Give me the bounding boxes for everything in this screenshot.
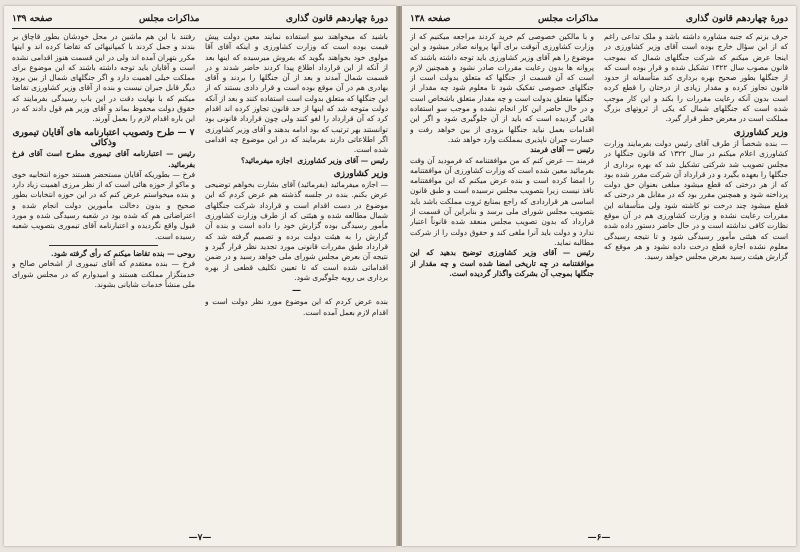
right-column [604, 32, 788, 530]
paragraph: باشید که میخواهند سو استفاده نمایند معین دولت پیش قیمت بوده است که وزارت کشاورزی و اینکه آقای آقا مولوی خود بخواهند بگوید که بفروش میرسیده که اینها بعد از آنکه از این قرارداد اطلاع پیدا کردند حاضر شدند و در قسمت شمال آمدند و بعد از آن جنگلها را بردند و آقای بهادری هم در آن موقع بوده است و قرار دادی بستند که از این جنگلها که متعلق بدولت است استفاده کنند و بعد از آنکه دولت متوجه شد که اینها از حد قانون تجاوز کرده اند اقدام کرد که آن قرارداد را لغو کنند ولی چون قرارداد قانونی بود توانستند بهر ترتیب که بود ادامه بدهند و آقای وزیر کشاورزی اگر اطلاعاتی دارند بفرمایند که در این موضوع چه اقدامی شده است. [205, 32, 388, 155]
paragraph: و با مالکین خصوصی کم خرید کردند مراجعه میکنیم که از وزارت کشاورزی آنوقت برای آنها پروانه صادر میشود و این موضوع را هم آقای وزیر کشاورزی باید توجه داشته باشند که پروانه ها بدون رعایت مقررات صادر نشود و همچنین لازم است که آن قسمت از جنگلها که متعلق بدولت است از جنگلهای خصوصی تفکیک شود تا معلوم شود چه مقدار از جنگلها متعلق بدولت است و چه مقدار متعلق باشخاص است و در حال حاضر این کار انجام نشده و موجب سو استفاده هائی گردیده است که باید از آن جلوگیری شود و اگر این اقدامات بعمل نیاید جنگلها بزودی از بین خواهد رفت و خسارت جبران ناپذیری بمملکت وارد خواهد شد. [410, 32, 594, 144]
separator: — [292, 286, 301, 297]
header-page-label: صفحه ۱۳۹ [12, 14, 53, 24]
page-number: —۷— [188, 533, 212, 543]
speaker-line: رئیس — اعتبارنامه آقای تیموری مطرح است آقای فرخ بفرمائید. [12, 149, 195, 169]
paragraph: فرمند — عرض کنم که من موافقتنامه که فرمودید آن وقت بفرمائید معین شده است که وزارت کشاورزی آن موافقتنامه را امضا کرده است و بنده عرض میکنم که این موافقتنامه نافذ نیست زیرا بتصویب مجلس نرسیده است و طبق قانون اساسی هر قراردادی که راجع بمنابع ثروت مملکت باشد باید بتصویب مجلس شورای ملی برسد و بنابراین آن قسمت از قرارداد که بدون تصویب مجلس منعقد شده قانوناً اعتبار ندارد و دولت باید آنرا ملغی کند و حقوق دولت را از شرکت مطالبه نماید. [410, 155, 594, 247]
left-column [12, 32, 195, 530]
page-header [12, 12, 388, 26]
header-center: مذاکرات مجلس [138, 14, 200, 24]
left-page [4, 6, 396, 546]
page-number: —۶— [587, 533, 611, 543]
right-column [205, 32, 388, 530]
section-heading: ۷ — طرح وتصویب اعتبارنامه های آقایان تیموری وذکائی [12, 127, 195, 148]
paragraph: — بنده شخصاً از طرف آقای رئیس دولت بفرمایند وزارت کشاورزی اعلام میکنم در سال ۱۳۲۲ که قانون جنگلها در مجلس تصویب شد شرکتی تشکیل شد که بهره برداری از جنگلها را بعهده بگیرد و در قرارداد آن شرکت مقرر شده بود که از هر درختی که قطع میشود مبلغی بعنوان حق دولت پرداخته شود و همچنین مقرر بود که در مقابل هر درختی که قطع میشود چند درخت نو کاشته شود ولی متأسفانه این مقررات رعایت نشده و وزارت کشاورزی هم در آن موقع نظارت کافی نداشته است و در حال حاضر دستور داده شده است که هیئتی مأمور رسیدگی شود و تا نتیجه رسیدگی معلوم نشده اجازه قطع درخت داده نشود و هر موقع که گزارش هیئت رسید بعرض مجلس خواهد رسید. [604, 138, 788, 262]
header-rule [12, 28, 388, 29]
section-heading: وزیر کشاورزی [333, 168, 388, 179]
paragraph: حرف بزنم که جنبه مشاوره داشته باشد و ملک تداعی راغم که از این سؤال خارج بوده است آقای وزیر کشاورزی در اینجا عرض میکنم که شرکت جنگلهای شمال که بموجب قانون مصوب سال ۱۳۲۲ تشکیل شده و قرار بوده است که از جنگلها بطور صحیح بهره برداری کند متأسفانه از حدود قانون تجاوز کرده و مقدار زیادی از درختان را قطع کرده است بدون آنکه رعایت مقررات را بکند و این کار موجب شده است که جنگلهای شمال که یکی از ثروتهای بزرگ مملکت است در معرض خطر قرار گیرد. [604, 32, 788, 124]
paragraph: بنده عرض کردم که این موضوع مورد نظر دولت است و اقدام لازم بعمل آمده است. [205, 297, 388, 317]
right-page [402, 6, 796, 546]
text-columns [410, 32, 788, 530]
paragraph: فرخ — بطوریکه آقایان مستحضر هستند حوزه انتخابیه خوی و ماکو از حوزه هائی است که از نظر مرزی اهمیت زیاد دارد و بنده میخواستم عرض کنم که در این حوزه انتخابات بطور صحیح و بدون دخالت مأمورین دولت انجام شده و اعتراضاتی هم که شده بود در شعبه رسیدگی شده و مورد قبول واقع نگردیده و اعتبارنامه آقای تیموری بتصویب شعبه رسیده است. [12, 169, 195, 241]
speaker-line: رئیس — آقای فرمند [530, 145, 594, 155]
text-columns [12, 32, 388, 530]
header-rule [410, 28, 788, 29]
section-heading: وزیر کشاورزی [733, 127, 788, 138]
speaker-line: رئیس — آقای وزیر کشاورزی توضیح بدهید که این موافقتنامه در چه تاریخی امضا شده است و چه مقدار از جنگلها بموجب آن بشرکت واگذار گردیده است. [410, 248, 594, 278]
page-header [410, 12, 788, 26]
divider [49, 245, 159, 246]
header-page-label: صفحه ۱۳۸ [410, 14, 451, 24]
paragraph: — اجازه میفرمائید (بفرمائید) آقای بشارت بخواهم توضیحی عرض بکنم. بنده در جلسه گذشته هم عرض کردم که این موضوع در دست اقدام است و قرارداد شرکت جنگلهای شمال مطالعه شده و هیئتی که از طرف وزارت کشاورزی مأمور رسیدگی بوده گزارش خود را داده است و بنده آن گزارش را به هیئت دولت برده و تصمیم گرفته شد که قرارداد طبق مقررات قانونی مورد تجدید نظر قرار گیرد و نتیجه آن بعرض مجلس شورای ملی خواهد رسید و در ضمن اقداماتی شده است که تا تعیین تکلیف قطعی از بهره برداری بی رویه جلوگیری شود. [205, 180, 388, 282]
header-title: دورهٔ چهاردهم قانون گذاری [285, 14, 388, 24]
header-center: مذاکرات مجلس [537, 14, 599, 24]
paragraph: فرخ — بنده معتقدم که آقای تیموری از اشخاص صالح و خدمتگزار مملکت هستند و امیدوارم که در مجلس شورای ملی منشأ خدمات شایانی بشوند. [12, 259, 195, 289]
paragraph: رفتند با این هم ماشین در محل خودشان بطور قاچاق بر بندند و جمل کردند با کمپانیهائی که تقاضا کرده اند و اینها مکرر بتهران آمده اند ولی در این قسمت هنوز اقدامی نشده است و آقایان باید توجه داشته باشند که این موضوع برای مملکت خیلی اهمیت دارد و اگر جنگلهای شمال از بین برود دیگر قابل جبران نیست و بنده از آقای وزیر کشاورزی تقاضا میکنم که با نهایت دقت در این باب رسیدگی بفرمایند که حقوق دولت محفوظ بماند و آقای وزیر هم قول دادند که در این باره اقدام لازم را بعمل آورند. [12, 32, 195, 124]
speaker-line: روحی — بنده تقاضا میکنم که رأی گرفته شود. [51, 248, 195, 258]
left-column [410, 32, 594, 530]
speaker-line: رئیس — آقای وزیر کشاورزی ‍ اجازه میفرمائید؟ [240, 155, 388, 165]
header-title: دورهٔ چهاردهم قانون گذاری [685, 14, 788, 24]
